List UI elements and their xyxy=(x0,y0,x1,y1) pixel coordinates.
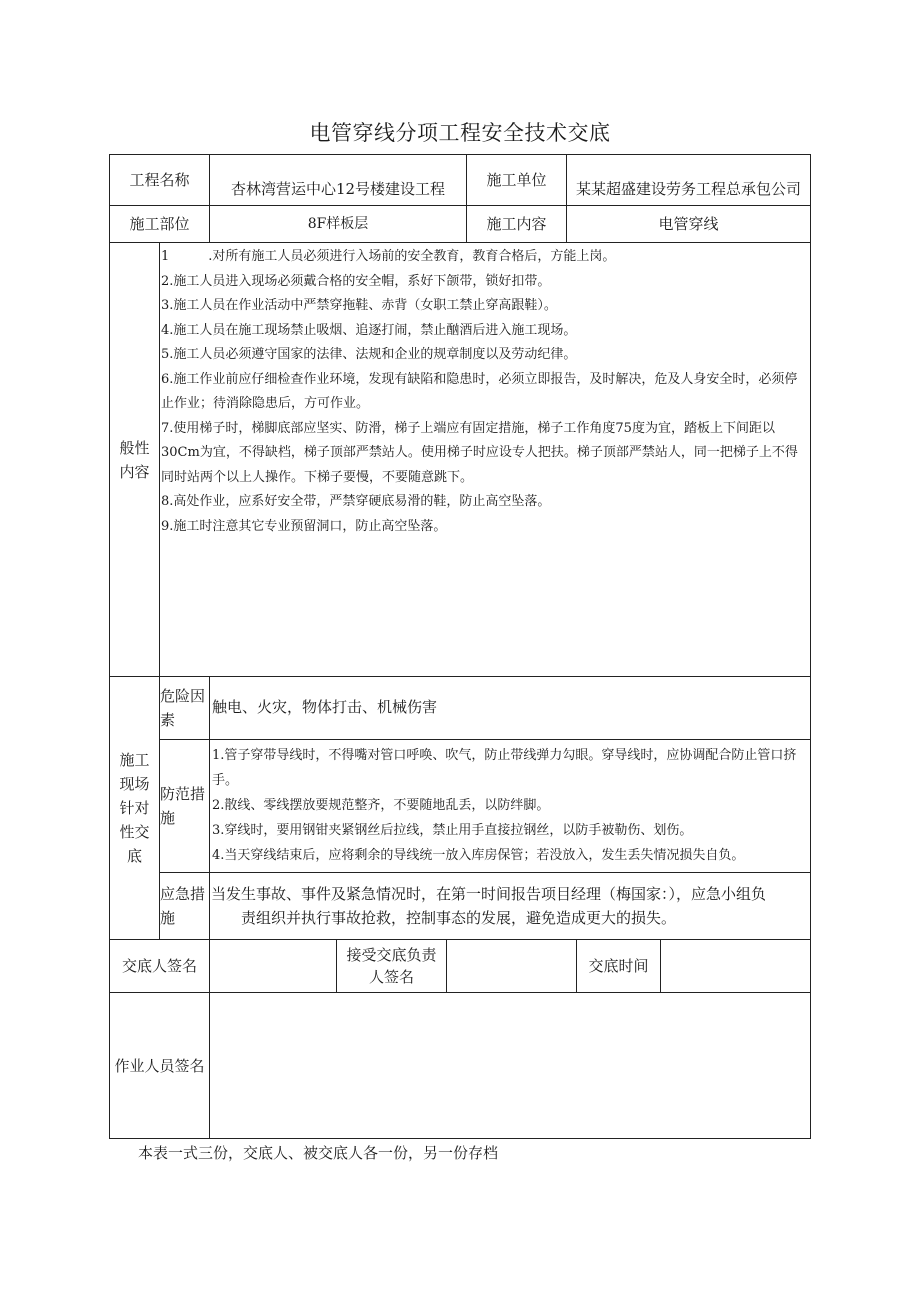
footer-note: 本表一式三份，交底人、被交底人各一份，另一份存档 xyxy=(138,1144,499,1162)
discloser-label: 交底人签名 xyxy=(121,957,197,975)
hazard-label: 危险因 素 xyxy=(160,687,206,729)
list-item: 2.施工人员进入现场必须戴合格的安全帽，系好下颌带，锁好扣带。 xyxy=(161,273,551,289)
part-label: 施工部位 xyxy=(129,215,190,233)
list-item: 4.当天穿线结束后，应将剩余的导线统一放入库房保管；若没放入，发生丢失情况损失自负。 xyxy=(212,848,745,863)
list-item: 9.施工时注意其它专业预留洞口，防止高空坠落。 xyxy=(161,518,447,534)
prevent-list xyxy=(211,743,809,868)
discloser-sign-field[interactable] xyxy=(210,940,336,992)
unit-value: 某某超盛建设劳务工程总承包公司 xyxy=(575,179,801,198)
list-item: 1 .对所有施工人员必须进行入场前的安全教育，教育合格后，方能上岗。 xyxy=(161,249,616,264)
content-value: 电管穿线 xyxy=(658,215,719,233)
page-title: 电管穿线分项工程安全技术交底 xyxy=(309,121,611,145)
content-label: 施工内容 xyxy=(486,215,547,233)
list-item: 7.使用梯子时，梯脚底部应坚实、防滑，梯子上端应有固定措施，梯子工作角度75度为宜，踏板上下间距以30Cm为宜，不得缺档，梯子顶部严禁站人。使用梯子时应设专人把扶。梯子顶部严禁站人，同一把梯子上不得同时站两个以上人操作。下梯子要慢，不要随意跳下。 xyxy=(161,420,798,485)
receiver-label: 接受交底负责 人签名 xyxy=(346,946,437,986)
part-value: 8F样板层 xyxy=(307,216,369,232)
general-list xyxy=(160,245,810,539)
list-item: 3.施工人员在作业活动中严禁穿拖鞋、赤背（女职工禁止穿高跟鞋）。 xyxy=(161,298,557,313)
general-label: 般性 内容 xyxy=(119,439,150,481)
list-item: 2.散线、零线摆放要规范整齐，不要随地乱丢，以防绊脚。 xyxy=(212,798,550,813)
project-name-label: 工程名称 xyxy=(129,171,190,189)
workers-label: 作业人员签名 xyxy=(114,1056,205,1075)
unit-label: 施工单位 xyxy=(486,171,547,189)
list-item: 4.施工人员在施工现场禁止吸烟、追逐打闹，禁止酗酒后进入施工现场。 xyxy=(161,322,577,338)
site-label: 施工 现场 针对 性交 底 xyxy=(119,751,150,865)
emergency-value: 当发生事故、事件及紧急情况时，在第一时间报告项目经理（梅国家：），应急小组负 责组织并执行事故抢救，控制事态的发展，避免造成更大的损失。 xyxy=(211,885,767,927)
prevent-label: 防范措 施 xyxy=(160,785,206,827)
receiver-sign-field[interactable] xyxy=(447,940,576,992)
list-item: 8.高处作业，应系好安全带，严禁穿硬底易滑的鞋，防止高空坠落。 xyxy=(161,494,551,509)
list-item: 5.施工人员必须遵守国家的法律、法规和企业的规章制度以及劳动纪律。 xyxy=(161,347,577,362)
list-item: 3.穿线时，要用钢钳夹紧钢丝后拉线，禁止用手直接拉钢丝，以防手被勒伤、划伤。 xyxy=(212,823,693,838)
time-field[interactable] xyxy=(661,940,810,992)
workers-sign-field[interactable] xyxy=(210,993,810,1138)
hazard-value: 触电、火灾，物体打击、机械伤害 xyxy=(212,698,438,716)
project-name-value: 杏林湾营运中心12号楼建设工程 xyxy=(230,179,446,198)
list-item: 6.施工作业前应仔细检查作业环境，发现有缺陷和隐患时，必须立即报告，及时解决，危及人身安全时，必须停止作业；待消除隐患后，方可作业。 xyxy=(161,371,798,411)
time-label: 交底时间 xyxy=(588,957,649,975)
list-item: 1.管子穿带导线时，不得嘴对管口呼唤、吹气，防止带线弹力勾眼。穿导线时，应协调配合防止管口挤手。 xyxy=(212,748,797,788)
emergency-label: 应急措 施 xyxy=(160,885,206,927)
